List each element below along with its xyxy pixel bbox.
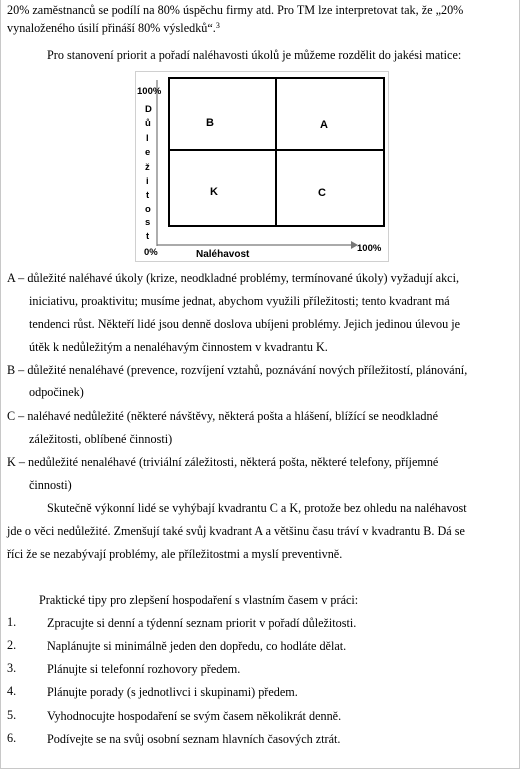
conclusion-line-3: říci že se nezabývají problémy, ale příležitostmi a myslí preventivně. [7,547,343,561]
intro-line-2 [7,20,220,36]
list-item-text: Podívejte se na svůj osobní seznam hlavních časových ztrát. [47,732,341,746]
definition-b-line-1: B – důležité nenaléhavé (prevence, rozvíjení vztahů, poznávání nových příležitostí, plánování, [7,363,468,377]
x-axis-end-label: 100% [357,243,382,254]
quadrant-a-label: A [320,119,328,131]
list-item-text: Plánujte porady (s jednotlivci i skupinami) předem. [47,685,298,699]
definition-b-line-2: odpočinek) [29,385,84,399]
y-letter-4: e [145,147,151,158]
list-item-text: Plánujte si telefonní rozhovory předem. [47,662,241,676]
intro-line-1: 20% zaměstnanců se podílí na 80% úspěchu firmy atd. Pro TM lze interpretovat tak, že „20% [7,3,464,17]
list-item-number: 3. [7,661,17,675]
conclusion-line-2: jde o věci nedůležité. Zmenšují také svůj kvadrant A a většinu času tráví v kvadrantu B. Dá se [7,524,465,538]
list-item [1,731,519,749]
y-letter-6: i [146,176,149,187]
quadrant-k-label: K [210,186,218,198]
y-axis-label [145,104,152,242]
quadrant-b-label: B [206,117,214,129]
list-item [1,615,519,633]
list-item-number: 1. [7,615,17,629]
y-letter-2: ů [145,118,151,129]
list-item-number: 6. [7,731,17,745]
list-item [1,638,519,656]
y-axis-top-label: 100% [137,86,162,97]
priority-matrix-figure [135,71,389,262]
list-item [1,661,519,679]
definition-c-line-1: C – naléhavé nedůležité (některé návštěvy, některá pošta a hlášení, blížící se neodkladné [7,409,439,423]
y-letter-7: t [146,190,150,201]
list-item-text: Zpracujte si denní a týdenní seznam priorit v pořadí důležitosti. [47,616,357,630]
tips-heading: Praktické tipy pro zlepšení hospodaření s vlastním časem v práci: [39,593,359,607]
definition-a-line-4: útěk k nedůležitým a nenaléhavým činnostem v kvadrantu K. [29,340,328,354]
definition-k-line-1: K – nedůležité nenaléhavé (triviální záležitosti, některá pošta, některé telefony, příjemné [7,455,439,469]
list-item-text: Naplánujte si minimálně jeden den dopředu, co hodláte dělat. [47,639,347,653]
footnote-marker[interactable]: 3 [215,21,220,30]
y-letter-10: t [146,231,150,242]
conclusion-line-1: Skutečně výkonní lidé se vyhýbají kvadrantu C a K, protože bez ohledu na naléhavost [47,501,467,515]
y-letter-8: o [145,204,151,215]
definition-a-line-1: A – důležité naléhavé úkoly (krize, neodkladné problémy, termínované úkoly) vyžadují akci, [7,271,460,285]
list-item-text: Vyhodnocujte hospodaření se svým časem několikrát denně. [47,709,342,723]
y-letter-1: D [145,104,152,115]
list-item-number: 2. [7,638,17,652]
x-axis-label: Naléhavost [196,249,250,260]
intro-line-2-text: vynaloženého úsilí přináší 80% výsledků“. [7,21,216,35]
quadrant-c-label: C [318,187,326,199]
matrix-intro: Pro stanovení priorit a pořadí naléhavosti úkolů je můžeme rozdělit do jakési matice: [47,48,462,62]
definition-a-line-3: tendenci růst. Někteří lidé jsou denně doslova ubíjeni problémy. Jejich jedinou úlevou je [29,317,461,331]
y-letter-3: l [146,133,149,144]
y-letter-5: ž [145,162,150,173]
list-item [1,708,519,726]
priority-matrix-svg [136,72,388,261]
definition-k-line-2: činnosti) [29,478,72,492]
definition-a-line-2: iniciativu, proaktivitu; musíme jednat, abychom využili příležitosti; tento kvadrant má [29,294,450,308]
definition-c-line-2: záležitosti, oblíbené činnosti) [29,432,173,446]
list-item [1,684,519,702]
list-item-number: 5. [7,708,17,722]
origin-label: 0% [144,247,158,258]
y-letter-9: s [145,217,151,228]
list-item-number: 4. [7,684,17,698]
